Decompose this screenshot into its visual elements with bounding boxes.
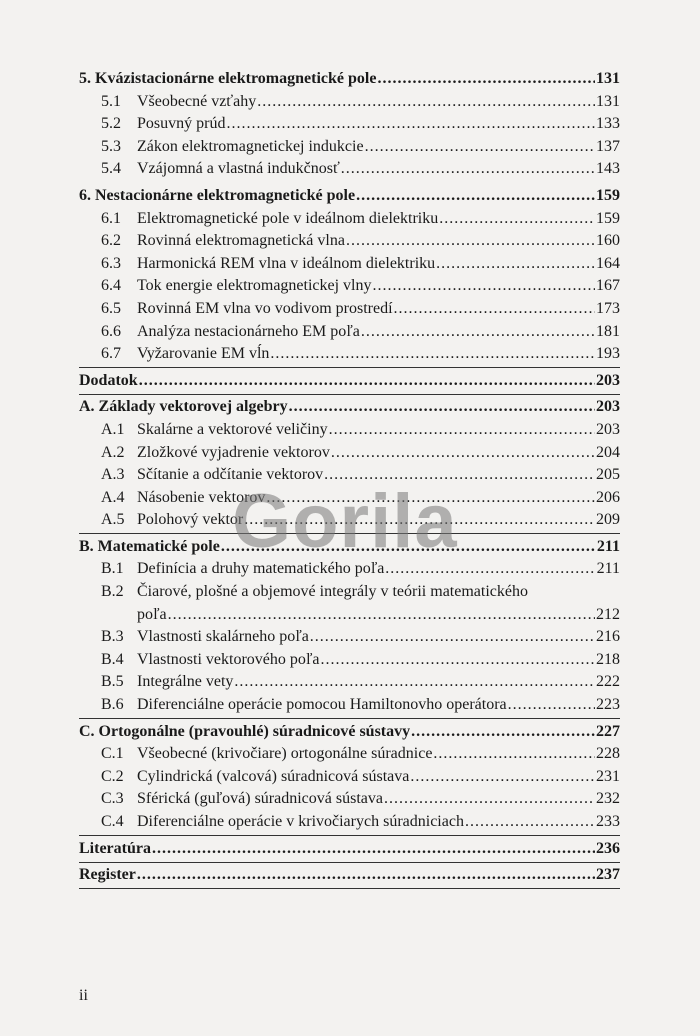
section-divider <box>79 367 620 368</box>
watermark-logo: Gorila <box>232 479 458 564</box>
dot-leader <box>356 185 595 208</box>
toc-dodatok: Dodatok ..... 203 <box>79 370 620 393</box>
toc-appendix-a: A. Základy vektorovej algebry ..... 203 <box>79 396 620 419</box>
section-divider <box>79 718 620 719</box>
toc-appendix-c: C. Ortogonálne (pravouhlé) súradnicové sústavy ..... 227 <box>79 721 620 744</box>
toc-item-continuation: poľa ..... 212 <box>79 604 620 627</box>
toc-chapter-6: 6. Nestacionárne elektromagnetické pole ..... 159 <box>79 185 620 208</box>
toc-register: Register ..... 237 <box>79 864 620 887</box>
toc-item: C.3 Sférická (guľová) súradnicová sústava ..... 232 <box>79 788 620 811</box>
toc-item: 5.3 Zákon elektromagnetickej indukcie ..... 137 <box>79 136 620 159</box>
toc-chapter-5: 5. Kvázistacionárne elektromagnetické pole ..... 131 <box>79 68 620 91</box>
toc-item: C.1 Všeobecné (krivočiare) ortogonálne súradnice ..... 228 <box>79 743 620 766</box>
toc-item: 6.2 Rovinná elektromagnetická vlna ..... 160 <box>79 230 620 253</box>
page-number: ii <box>79 987 88 1004</box>
toc-item: 6.7 Vyžarovanie EM vĺn ..... 193 <box>79 343 620 366</box>
toc-literatura: Literatúra ..... 236 <box>79 838 620 861</box>
toc-item: 6.3 Harmonická REM vlna v ideálnom dielektriku ..... 164 <box>79 253 620 276</box>
toc-appendix-b: B. Matematické pole ..... 211 <box>79 536 620 559</box>
section-divider <box>79 888 620 889</box>
toc-item: B.1 Definícia a druhy matematického poľa ..... 211 <box>79 558 620 581</box>
toc-item: 6.1 Elektromagnetické pole v ideálnom dielektriku ..... 159 <box>79 208 620 231</box>
section-divider <box>79 862 620 863</box>
toc-item: 6.6 Analýza nestacionárneho EM poľa ..... 181 <box>79 321 620 344</box>
toc-item: 6.5 Rovinná EM vlna vo vodivom prostredí ..... 173 <box>79 298 620 321</box>
toc-item: B.6 Diferenciálne operácie pomocou Hamiltonovho operátora ..... 223 <box>79 694 620 717</box>
toc-item: B.2 Čiarové, plošné a objemové integrály v teórii matematického <box>101 583 528 601</box>
toc-item: 6.4 Tok energie elektromagnetickej vlny ..... 167 <box>79 275 620 298</box>
toc-item: A.3 Sčítanie a odčítanie vektorov ..... 205 <box>79 464 620 487</box>
toc-item: B.5 Integrálne vety ..... 222 <box>79 671 620 694</box>
section-divider <box>79 835 620 836</box>
toc-item: A.5 Polohový vektor ..... 209 <box>79 509 620 532</box>
toc-item: C.2 Cylindrická (valcová) súradnicová sústava ..... 231 <box>79 766 620 789</box>
toc-item: B.3 Vlastnosti skalárneho poľa ..... 216 <box>79 626 620 649</box>
toc-item: A.2 Zložkové vyjadrenie vektorov ..... 204 <box>79 442 620 465</box>
toc-item: 5.4 Vzájomná a vlastná indukčnosť ..... 143 <box>79 158 620 181</box>
toc-item: A.4 Násobenie vektorov ..... 206 <box>79 487 620 510</box>
toc-item: 5.1 Všeobecné vzťahy ..... 131 <box>79 91 620 114</box>
toc-item: 5.2 Posuvný prúd ..... 133 <box>79 113 620 136</box>
toc-item: B.4 Vlastnosti vektorového poľa ..... 218 <box>79 649 620 672</box>
toc-item: C.4 Diferenciálne operácie v krivočiarych súradniciach ..... 233 <box>79 811 620 834</box>
toc-item: A.1 Skalárne a vektorové veličiny ..... 203 <box>79 419 620 442</box>
section-divider <box>79 394 620 395</box>
dot-leader <box>377 68 595 91</box>
